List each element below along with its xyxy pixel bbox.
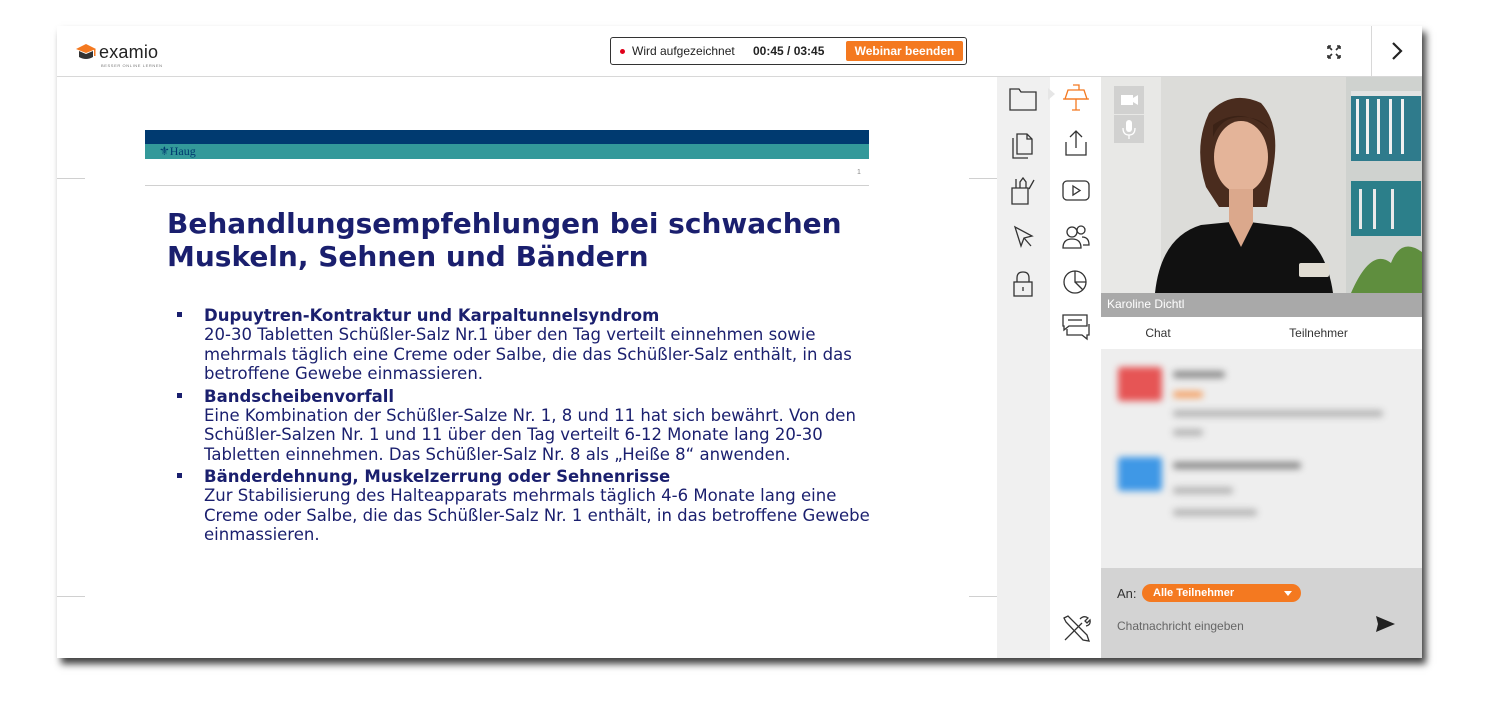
- recipient-select[interactable]: [1142, 584, 1301, 602]
- documents-icon[interactable]: [1010, 132, 1036, 165]
- bullet-item: [204, 306, 894, 384]
- bullet-marker: [177, 393, 182, 398]
- recipient-value: Alle Teilnehmer: [1153, 587, 1235, 599]
- bullet-marker: [177, 312, 182, 317]
- header-divider: [1371, 26, 1372, 76]
- video-play-icon[interactable]: [1061, 179, 1091, 208]
- avatar: [1118, 457, 1162, 491]
- tab-participants[interactable]: Teilnehmer: [1215, 317, 1422, 349]
- top-bar: [57, 26, 1422, 77]
- slide-edge-mark: [969, 178, 997, 179]
- logo-text: examio: [99, 42, 159, 62]
- participants-icon[interactable]: [1060, 223, 1092, 256]
- slide-title: Behandlungsempfehlungen bei schwachen Muskeln, Sehnen und Bändern: [167, 207, 842, 273]
- avatar: [1118, 367, 1162, 401]
- presenter-video-frame: [1101, 77, 1422, 293]
- chevron-right-icon[interactable]: [1385, 39, 1409, 63]
- chat-message: [1173, 391, 1203, 398]
- chat-bubbles-icon[interactable]: [1060, 312, 1092, 347]
- poll-icon[interactable]: [1061, 267, 1091, 302]
- chat-message: [1173, 429, 1203, 436]
- bullet-text: Zur Stabilisierung des Halteapparats mehrmals täglich 4-6 Monate lang eine Creme oder Salbe, die das Schüßler-Salz Nr. 1 enthält, in das betroffene Gewebe einmassieren.: [204, 486, 870, 544]
- bullet-item: [204, 467, 894, 545]
- presentation-icon[interactable]: [1060, 83, 1092, 118]
- slide-header-bar: [145, 130, 869, 144]
- slide-subheader-bar: [145, 144, 869, 159]
- bullet-heading: Dupuytren-Kontraktur und Karpaltunnelsyndrom: [204, 306, 660, 325]
- folder-icon[interactable]: [1008, 86, 1038, 117]
- presentation-slide: [57, 77, 997, 658]
- slide-divider: [145, 185, 869, 186]
- webinar-window: [57, 26, 1422, 658]
- chat-tabs: [1101, 317, 1422, 349]
- lock-icon[interactable]: [1010, 269, 1036, 304]
- bullet-text: Eine Kombination der Schüßler-Salze Nr. 1, 8 und 11 hat sich bewährt. Von den Schüßler-Salzen Nr. 1 und 11 über den Tag verteilt 6-12 Monate lang 20-30 Tabletten einnehmen. Das Schüßler-Salz Nr. 8 als „Heiße 8“ anwenden.: [204, 405, 856, 464]
- recording-status: [610, 37, 967, 65]
- presenter-name-bar: [1101, 293, 1422, 317]
- slide-edge-mark: [969, 596, 997, 597]
- slide-page-number: 1: [857, 169, 861, 176]
- toolbar-left: [997, 77, 1050, 658]
- publisher-logo: ⚜Haug: [159, 144, 196, 158]
- chevron-down-icon: [1284, 591, 1292, 596]
- camera-icon[interactable]: [1114, 86, 1144, 114]
- chat-message: [1173, 487, 1233, 494]
- chat-message: [1173, 462, 1301, 469]
- fullscreen-icon[interactable]: [1324, 42, 1344, 62]
- logo-icon: [75, 43, 97, 63]
- slide-edge-mark: [57, 178, 85, 179]
- recording-time: 00:45 / 03:45: [753, 44, 825, 58]
- logo-tagline: BESSER ONLINE LERNEN: [101, 63, 163, 68]
- microphone-icon[interactable]: [1114, 115, 1144, 143]
- active-tool-indicator: [1048, 87, 1056, 105]
- upload-icon[interactable]: [1062, 128, 1090, 163]
- settings-tools-icon[interactable]: [1060, 613, 1092, 650]
- send-icon[interactable]: [1373, 613, 1397, 635]
- toolbar-right: [1050, 77, 1101, 658]
- presenter-name: Karoline Dichtl: [1107, 297, 1185, 311]
- chat-message: [1173, 410, 1383, 417]
- examio-logo: [75, 40, 185, 68]
- bullet-text: 20-30 Tabletten Schüßler-Salz Nr.1 über den Tag verteilt einnehmen sowie mehrmals täglich eine Creme oder Salbe, die das Schüßler-Salz enthält, in das betroffene Gewebe einmassieren.: [204, 325, 852, 383]
- bullet-heading: Bandscheibenvorfall: [204, 386, 395, 406]
- bullet-marker: [177, 473, 182, 478]
- chat-composer: [1101, 568, 1422, 658]
- chat-messages: [1101, 349, 1422, 568]
- materials-icon[interactable]: [1009, 176, 1037, 211]
- chat-message: [1173, 371, 1225, 378]
- publisher-name: Haug: [169, 144, 196, 158]
- chat-message-input[interactable]: [1117, 616, 1357, 636]
- bullet-item: [204, 387, 894, 465]
- presenter-video[interactable]: [1101, 77, 1422, 293]
- chat-message: [1173, 509, 1257, 516]
- tab-chat[interactable]: Chat: [1101, 317, 1215, 349]
- slide-bullet-list: [204, 306, 894, 548]
- slide-edge-mark: [57, 596, 85, 597]
- pointer-icon[interactable]: [1011, 224, 1037, 255]
- recipient-label: An:: [1117, 586, 1137, 601]
- recording-dot-icon: [620, 49, 625, 54]
- bullet-heading: Bänderdehnung, Muskelzerrung oder Sehnenrisse: [204, 467, 671, 486]
- recording-label: Wird aufgezeichnet: [632, 44, 735, 58]
- end-webinar-button[interactable]: Webinar beenden: [846, 41, 963, 61]
